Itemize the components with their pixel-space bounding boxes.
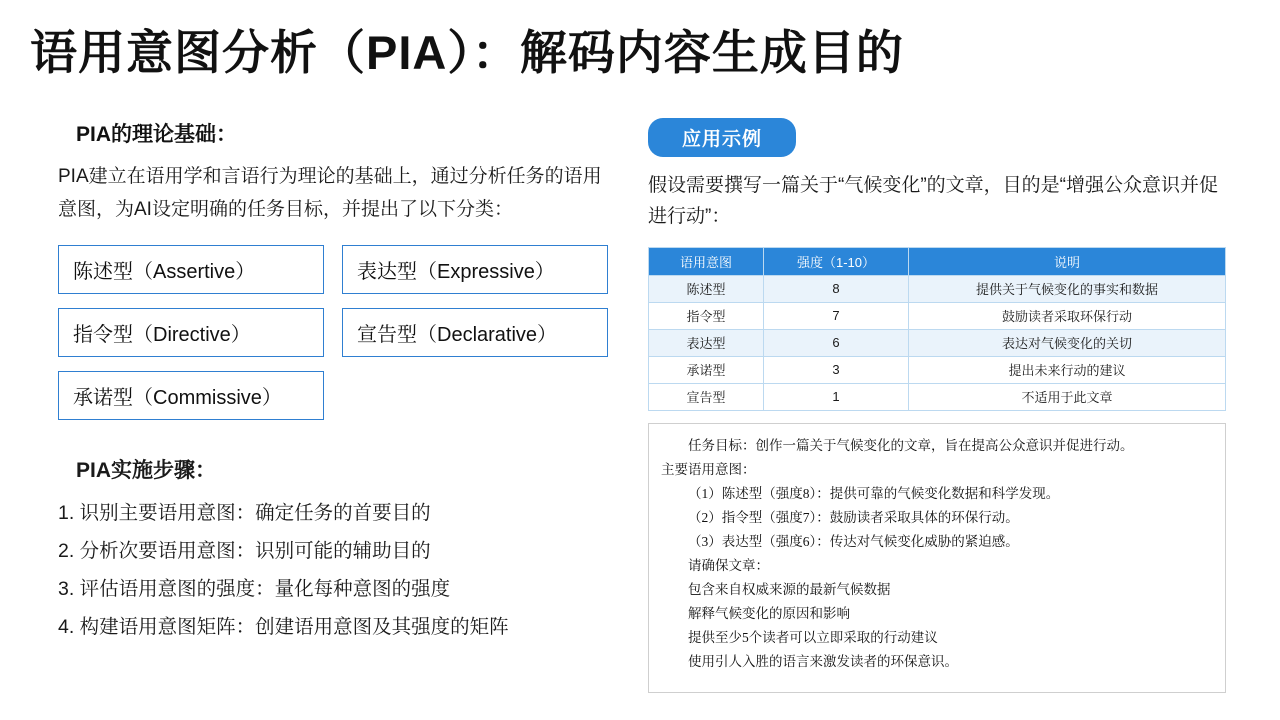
table-row xyxy=(649,329,1226,356)
steps-list xyxy=(58,494,618,646)
output-line: 使用引人入胜的语言来激发读者的环保意识。 xyxy=(688,653,958,669)
output-line: 请确保文章： xyxy=(688,557,769,573)
column-header-strength: 强度（1-10） xyxy=(764,247,909,275)
output-line: （3）表达型（强度6）：传达对气候变化威胁的紧迫感。 xyxy=(688,533,1019,549)
cell-intent: 宣告型 xyxy=(649,383,764,410)
list-item: 1. 识别主要语用意图：确定任务的首要目的 xyxy=(58,501,431,524)
table-row xyxy=(649,383,1226,410)
left-column xyxy=(58,118,618,646)
intent-type-expressive: 表达型（Expressive） xyxy=(342,245,608,294)
output-line: 解释气候变化的原因和影响 xyxy=(688,605,850,621)
list-item: 2. 分析次要语用意图：识别可能的辅助目的 xyxy=(58,539,431,562)
cell-strength: 3 xyxy=(764,356,909,383)
table-row xyxy=(649,302,1226,329)
cell-strength: 8 xyxy=(764,275,909,302)
table-header-row xyxy=(649,247,1226,275)
cell-intent: 表达型 xyxy=(649,329,764,356)
output-line: 主要语用意图： xyxy=(661,461,756,477)
intent-type-assertive: 陈述型（Assertive） xyxy=(58,245,324,294)
page-title: 语用意图分析（PIA）：解码内容生成目的 xyxy=(30,26,904,79)
column-header-intent: 语用意图 xyxy=(649,247,764,275)
list-item: 4. 构建语用意图矩阵：创建语用意图及其强度的矩阵 xyxy=(58,615,509,638)
cell-description: 鼓励读者采取环保行动 xyxy=(909,302,1226,329)
column-header-description: 说明 xyxy=(909,247,1226,275)
cell-strength: 1 xyxy=(764,383,909,410)
theory-paragraph: PIA建立在语用学和言语行为理论的基础上，通过分析任务的语用意图，为AI设定明确的任务目标，并提出了以下分类： xyxy=(58,166,602,221)
cell-intent: 陈述型 xyxy=(649,275,764,302)
cell-description: 不适用于此文章 xyxy=(909,383,1226,410)
cell-strength: 6 xyxy=(764,329,909,356)
output-line: 提供至少5个读者可以立即采取的行动建议 xyxy=(688,629,938,645)
cell-strength: 7 xyxy=(764,302,909,329)
table-row xyxy=(649,275,1226,302)
output-line: 任务目标：创作一篇关于气候变化的文章，旨在提高公众意识并促进行动。 xyxy=(688,437,1134,453)
output-line: （2）指令型（强度7）：鼓励读者采取具体的环保行动。 xyxy=(688,509,1019,525)
cell-description: 提供关于气候变化的事实和数据 xyxy=(909,275,1226,302)
intent-type-grid xyxy=(58,245,618,420)
theory-heading: PIA的理论基础： xyxy=(76,123,238,146)
list-item: 3. 评估语用意图的强度：量化每种意图的强度 xyxy=(58,577,451,600)
cell-description: 表达对气候变化的关切 xyxy=(909,329,1226,356)
example-output-box xyxy=(648,423,1226,693)
intent-type-declarative: 宣告型（Declarative） xyxy=(342,308,608,357)
table-row xyxy=(649,356,1226,383)
cell-intent: 指令型 xyxy=(649,302,764,329)
intent-type-commissive: 承诺型（Commissive） xyxy=(58,371,324,420)
pia-intent-table xyxy=(648,247,1226,411)
output-line: 包含来自权威来源的最新气候数据 xyxy=(688,581,891,597)
intent-type-directive: 指令型（Directive） xyxy=(58,308,324,357)
cell-description: 提出未来行动的建议 xyxy=(909,356,1226,383)
output-line: （1）陈述型（强度8）：提供可靠的气候变化数据和科学发现。 xyxy=(688,485,1060,501)
scenario-description: 假设需要撰写一篇关于“气候变化”的文章，目的是“增强公众意识并促进行动”： xyxy=(648,175,1218,227)
cell-intent: 承诺型 xyxy=(649,356,764,383)
steps-heading: PIA实施步骤： xyxy=(76,458,217,482)
status-badge: 应用示例 xyxy=(648,118,796,157)
right-column xyxy=(648,118,1228,693)
